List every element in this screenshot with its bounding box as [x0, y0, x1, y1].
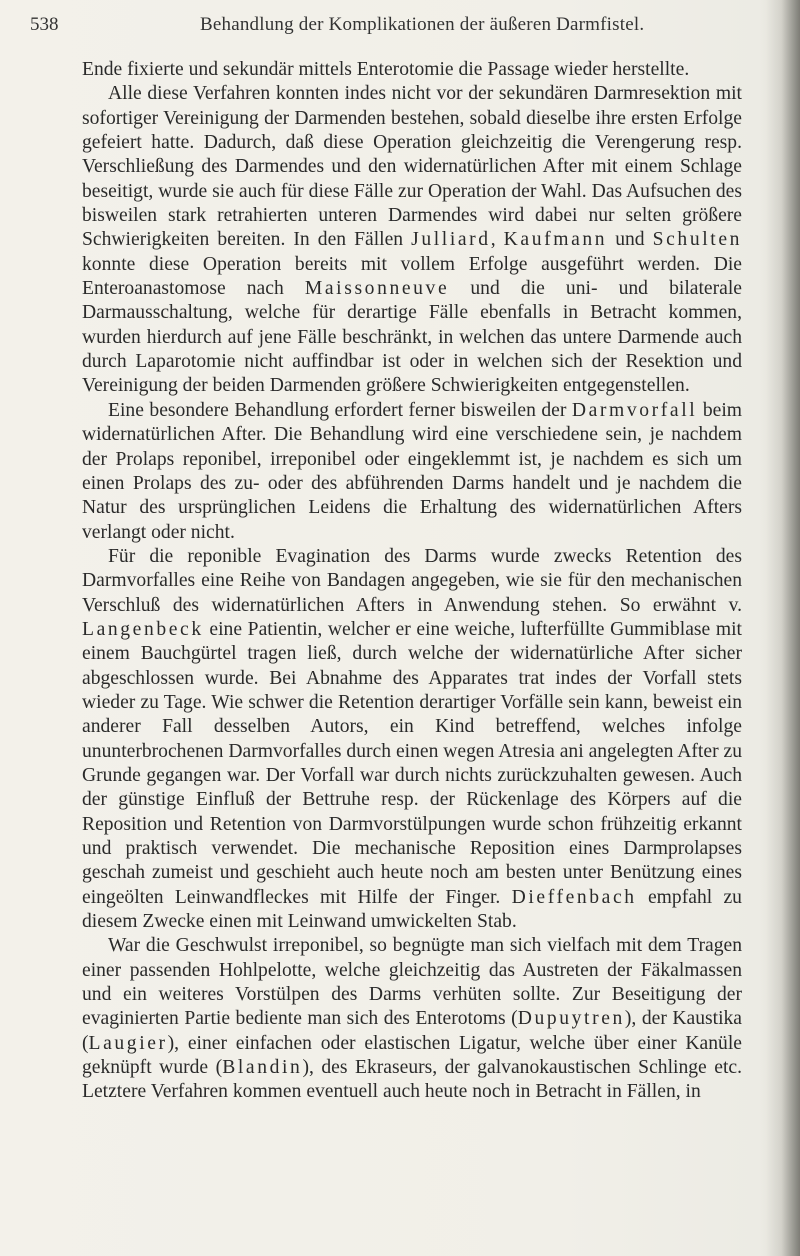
paragraph	[82, 58, 742, 82]
author-name: Julliard	[411, 229, 491, 251]
text-run: beim widernatürlichen After. Die Behandlung wird eine verschiedene sein, je nachdem der Prolaps reponibel, irreponibel oder eingeklemmt ist, je nachdem es sich um einen Prolaps des zu- oder des abführenden Darms handelt und je nachdem die Natur des ursprünglichen Leidens die Erhaltung des widernatürlichen Afters verlangt oder nicht.	[82, 399, 742, 543]
text-run: eine Patientin, welcher er eine weiche, lufterfüllte Gummiblase mit einem Bauchgürtel tragen ließ, durch welche der widernatürliche After sicher abgeschlossen wurde. Bei Abnahme des Apparates trat indes der Vorfall stets wieder zu Tage. Wie schwer die Retention derartiger Vorfälle sein kann, beweist ein anderer Fall desselben Autors, ein Kind betreffend, welches infolge ununterbrochenen Darmvorfalles durch einen wegen Atresia ani angelegten After zu Grunde gegangen war. Der Vorfall war durch nichts zurückzuhalten gewesen. Auch der günstige Einfluß der Bettruhe resp. der Rückenlage des Körpers auf die Reposition und Retention von Darmvorstülpungen wurde schon frühzeitig erkannt und praktisch verwendet. Die mechanische Reposition eines Darmprolapses geschah zumeist und geschieht auch heute noch am besten unter Benützung eines eingeölten Leinwandfleckes mit Hilfe der Finger.	[82, 618, 742, 908]
text-run: und	[607, 229, 653, 251]
author-name: Laugier	[88, 1032, 168, 1054]
author-name: Maissonneuve	[304, 278, 450, 300]
paragraph	[82, 545, 742, 935]
page-edge-shadow	[766, 0, 800, 1256]
page-number: 538	[30, 14, 59, 35]
paragraph	[82, 934, 742, 1104]
text-run: Für die reponible Evagination des Darms wurde zwecks Retention des Darmvorfalles eine Reihe von Bandagen angegeben, wie sie für den mechanischen Verschluß des widernatürlichen Afters in Anwendung stehen. So erwähnt v.	[82, 545, 742, 616]
text-run: Ende fixierte und sekundär mittels Enterotomie die Passage wieder herstellte.	[82, 59, 690, 80]
author-name: Darmvorfall	[571, 399, 698, 421]
author-name: Blandin	[222, 1057, 303, 1079]
author-name: Langenbeck	[82, 618, 204, 640]
text-run: ,	[490, 229, 504, 251]
text-run: ), der Kaustika (	[82, 1008, 743, 1054]
text-run: Alle diese Verfahren konnten indes nicht vor der sekundären Darmresektion mit sofortiger Vereinigung der Darmenden bestehen, sobald dieselbe ihre ersten Erfolge gefeiert hatte. Dadurch, daß diese Operation gleichzeitig die Verengerung resp. Verschließung des Darmendes und den widernatürlichen After mit einem Schlage beseitigt, wurde sie auch für diese Fälle zur Operation der Wahl. Das Aufsuchen des bisweilen stark retrahierten unteren Darmendes wird dabei nur selten größere Schwierigkeiten bereiten. In den Fällen	[82, 83, 742, 251]
text-run: War die Geschwulst irreponibel, so begnügte man sich vielfach mit dem Tragen einer passenden Hohlpelotte, welche gleichzeitig das Austreten der Fäkalmassen und ein weiteres Vorstülpen des Darms verhüten sollte. Zur Beseitigung der evaginierten Partie bediente man sich des Enterotoms (	[82, 935, 742, 1030]
author-name: Kaufmann	[503, 229, 608, 251]
text-run: ), des Ekraseurs, der galvanokaustischen Schlinge etc. Letztere Verfahren kommen eventuell auch heute noch in Betracht in Fällen, in	[82, 1057, 743, 1103]
text-run: ), einer einfachen oder elastischen Ligatur, welche über einer Kanüle geknüpft wurde (	[82, 1032, 742, 1079]
text-run: und die uni- und bilaterale Darmausschaltung, welche für derartige Fälle ebenfalls in Betracht kommen, wurden hierdurch auf jene Fälle beschränkt, in welchen das untere Darmende auch durch Laparotomie nicht auffindbar ist oder in welchen sich der Resektion und Vereinigung der beiden Darmenden größere Schwierigkeiten entgegenstellen.	[82, 278, 742, 397]
running-title: Behandlung der Komplikationen der äußeren Darmfistel.	[200, 14, 645, 35]
author-name: Dupuytren	[517, 1008, 625, 1030]
page-header	[30, 14, 730, 42]
paragraph	[82, 399, 742, 545]
body-text	[82, 58, 742, 1105]
text-run: Eine besondere Behandlung erfordert ferner bisweilen der	[108, 399, 572, 421]
author-name: Dieffenbach	[511, 886, 637, 908]
text-run: empfahl zu diesem Zwecke einen mit Leinwand umwickelten Stab.	[82, 886, 742, 933]
author-name: Schulten	[652, 229, 743, 251]
text-run: konnte diese Operation bereits mit vollem Erfolge ausgeführt werden. Die Enteroanastomose nach	[82, 253, 742, 300]
paragraph	[82, 82, 742, 398]
